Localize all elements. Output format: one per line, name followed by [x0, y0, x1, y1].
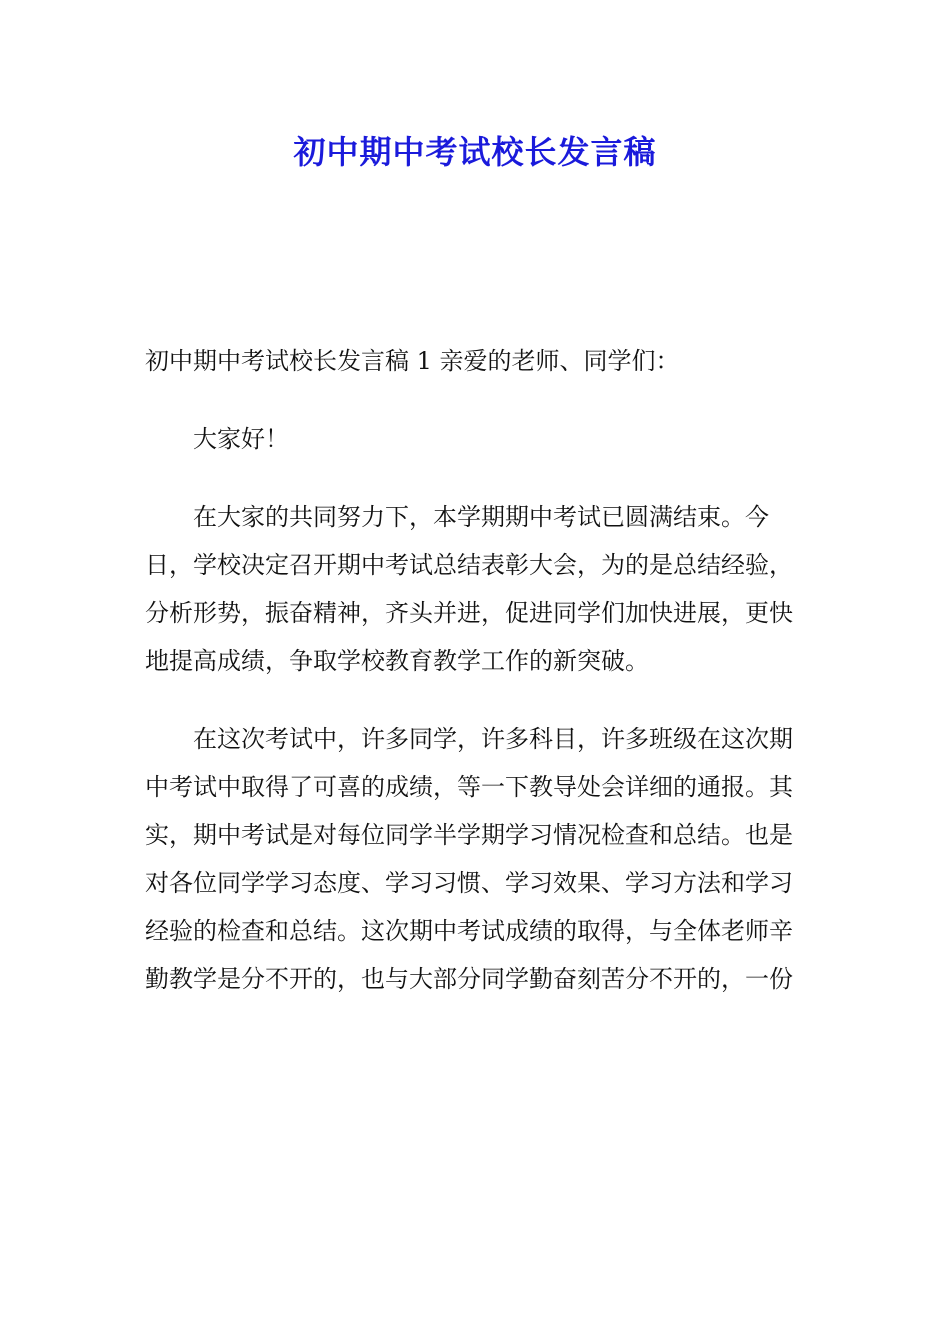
paragraph-hello: 大家好！	[193, 425, 289, 453]
document-title: 初中期中考试校长发言稿	[293, 133, 657, 171]
paragraph-intro: 在大家的共同努力下，本学期期中考试已圆满结束。今日，学校决定召开期中考试总结表彰大会，为的是总结经验，分析形势，振奋精神，齐头并进，促进同学们加快进展，更快地提高成绩，争取学校教育教学工作的新突破。	[145, 503, 793, 675]
paragraph-greeting: 初中期中考试校长发言稿 1 亲爱的老师、同学们：	[145, 347, 680, 375]
paragraph-results: 在这次考试中，许多同学，许多科目，许多班级在这次期中考试中取得了可喜的成绩，等一下教导处会详细的通报。其实，期中考试是对每位同学半学期学习情况检查和总结。也是对各位同学学习态度、学习习惯、学习效果、学习方法和学习经验的检查和总结。这次期中考试成绩的取得，与全体老师辛勤教学是分不开的，也与大部分同学勤奋刻苦分不开的，一份	[145, 725, 793, 993]
document-body	[145, 337, 810, 1033]
